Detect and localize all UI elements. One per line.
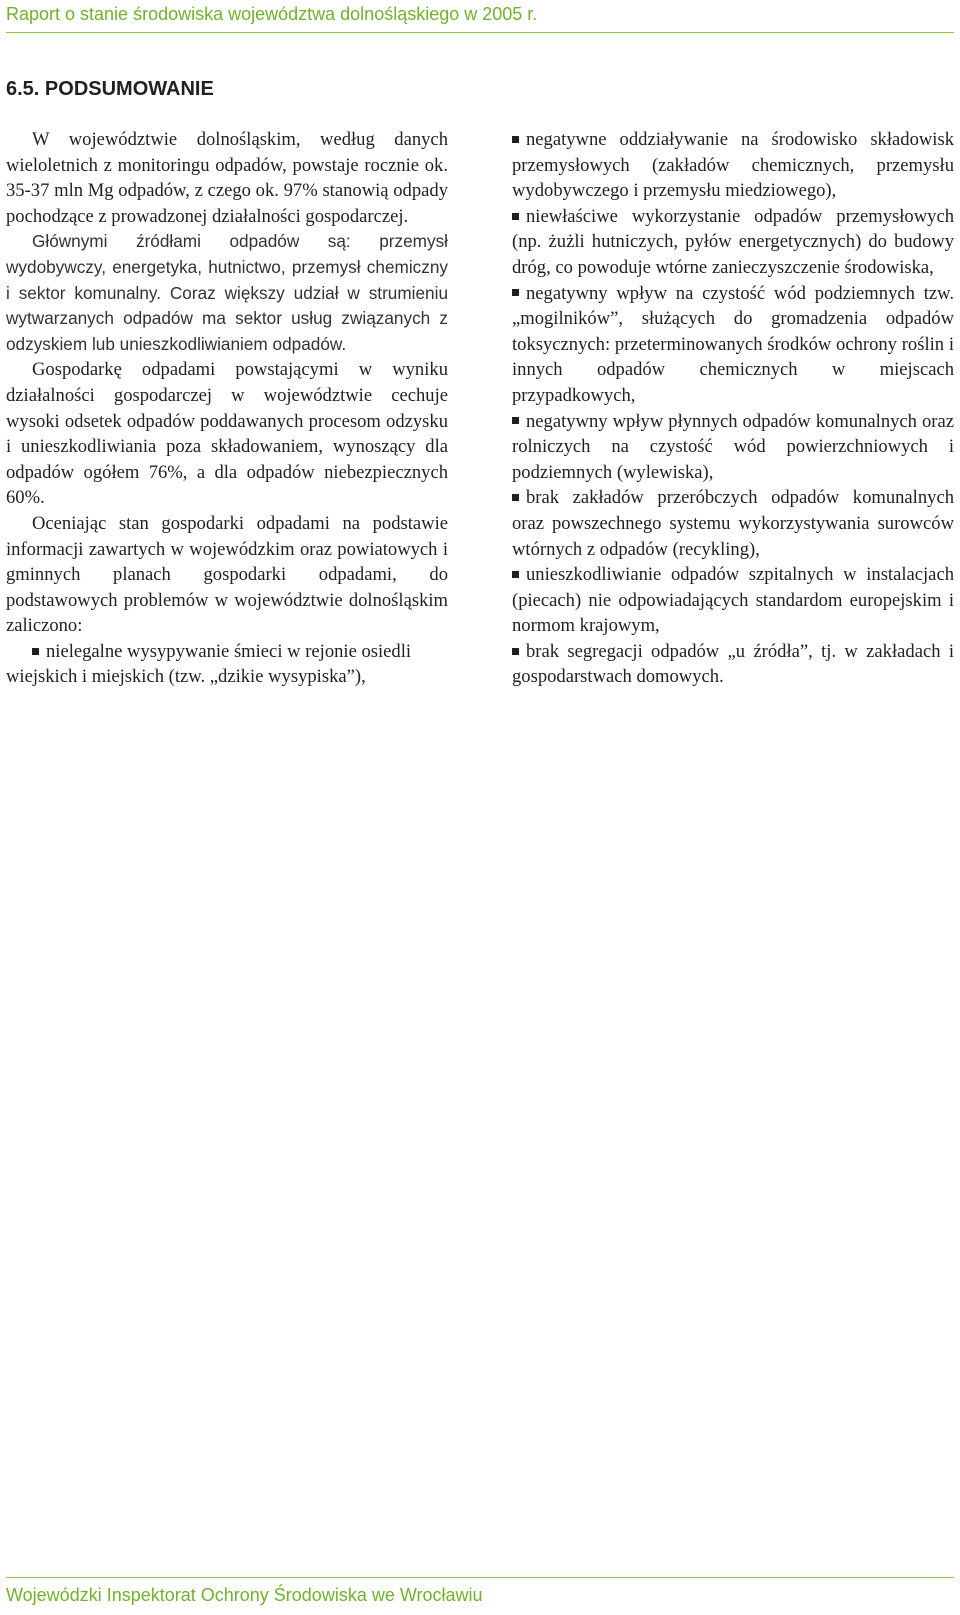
- list-item-text: negatywne oddziaływanie na środowisko składowisk przemysłowych (zakładów chemicznych, przemysłu wydobywczego i przemysłu miedziowego),: [512, 129, 954, 202]
- square-bullet-icon: [512, 648, 519, 655]
- paragraph-waste-volume: W województwie dolnośląskim, według danych wieloletnich z monitoringu odpadów, powstaje rocznie ok. 35-37 mln Mg odpadów, z czego ok. 97% stanowią odpady pochodzące z prowadzonej działalności gospodarczej.: [6, 129, 448, 227]
- running-header: Raport o stanie środowiska województwa dolnośląskiego w 2005 r.: [6, 4, 538, 24]
- square-bullet-icon: [32, 648, 39, 655]
- list-item: [512, 127, 954, 204]
- footer-rule: [6, 1577, 954, 1578]
- square-bullet-icon: [512, 136, 519, 143]
- list-item: [512, 639, 954, 690]
- paragraph-waste-sources: Głównymi źródłami odpadów są: przemysł wydobywczy, energetyka, hutnictwo, przemysł chemiczny i sektor komunalny. Coraz większy udział w strumieniu wytwarzanych odpadów ma sektor usług związanych z odzyskiem lub unieszkodliwianiem odpadów.: [6, 231, 448, 354]
- list-item-text: negatywny wpływ płynnych odpadów komunalnych oraz rolniczych na czystość wód powierzchniowych i podziemnych (wylewiska),: [512, 410, 954, 483]
- list-item-text: negatywny wpływ na czystość wód podziemnych tzw. „mogilników”, służących do gromadzenia odpadów toksycznych: przeterminowanych środków ochrony roślin i innych odpadów chemicznych w miejscach przypadkowych,: [512, 282, 954, 406]
- square-bullet-icon: [512, 494, 519, 501]
- problem-list-left: [6, 639, 448, 690]
- square-bullet-icon: [512, 571, 519, 578]
- list-item-text: unieszkodliwianie odpadów szpitalnych w instalacjach (piecach) nie odpowiadających standardom europejskim i normom krajowym,: [512, 564, 954, 637]
- list-item: [512, 281, 954, 409]
- list-item: [512, 409, 954, 486]
- problem-list-right: [512, 127, 954, 690]
- square-bullet-icon: [512, 417, 519, 424]
- list-item-text: brak zakładów przeróbczych odpadów komunalnych oraz powszechnego systemu wykorzystywania surowców wtórnych z odpadów (recykling),: [512, 487, 954, 560]
- list-item-text: brak segregacji odpadów „u źródła”, tj. w zakładach i gospodarstwach domowych.: [512, 640, 954, 688]
- list-item: [6, 639, 448, 690]
- running-footer: Wojewódzki Inspektorat Ochrony Środowiska we Wrocławiu: [6, 1585, 483, 1605]
- list-item-continuation: wiejskich i miejskich (tzw. „dzikie wysypiska”),: [6, 666, 366, 688]
- list-item-text: nielegalne wysypywanie śmieci w rejonie osiedli: [46, 640, 412, 662]
- list-item: [512, 485, 954, 562]
- paragraph-waste-management: Gospodarkę odpadami powstającymi w wyniku działalności gospodarczej w województwie cechuje wysoki odsetek odpadów poddawanych procesom odzysku i unieszkodliwiania poza składowaniem, wynoszący dla odpadów ogółem 76%, a dla odpadów niebezpiecznych 60%.: [6, 359, 448, 509]
- left-column: [6, 127, 448, 690]
- section-title: 6.5. PODSUMOWANIE: [6, 78, 214, 100]
- list-item: [512, 562, 954, 639]
- right-column: [512, 127, 954, 690]
- paragraph-assessment: Oceniając stan gospodarki odpadami na podstawie informacji zawartych w wojewódzkim oraz powiatowych i gminnych planach gospodarki odpadami, do podstawowych problemów w województwie dolnośląskim zaliczono:: [6, 512, 448, 637]
- square-bullet-icon: [512, 289, 519, 296]
- header-rule: [6, 32, 954, 33]
- list-item-text: niewłaściwe wykorzystanie odpadów przemysłowych (np. żużli hutniczych, pyłów energetycznych) do budowy dróg, co powoduje wtórne zanieczyszczenie środowiska,: [512, 205, 954, 278]
- list-item: [512, 204, 954, 281]
- square-bullet-icon: [512, 213, 519, 220]
